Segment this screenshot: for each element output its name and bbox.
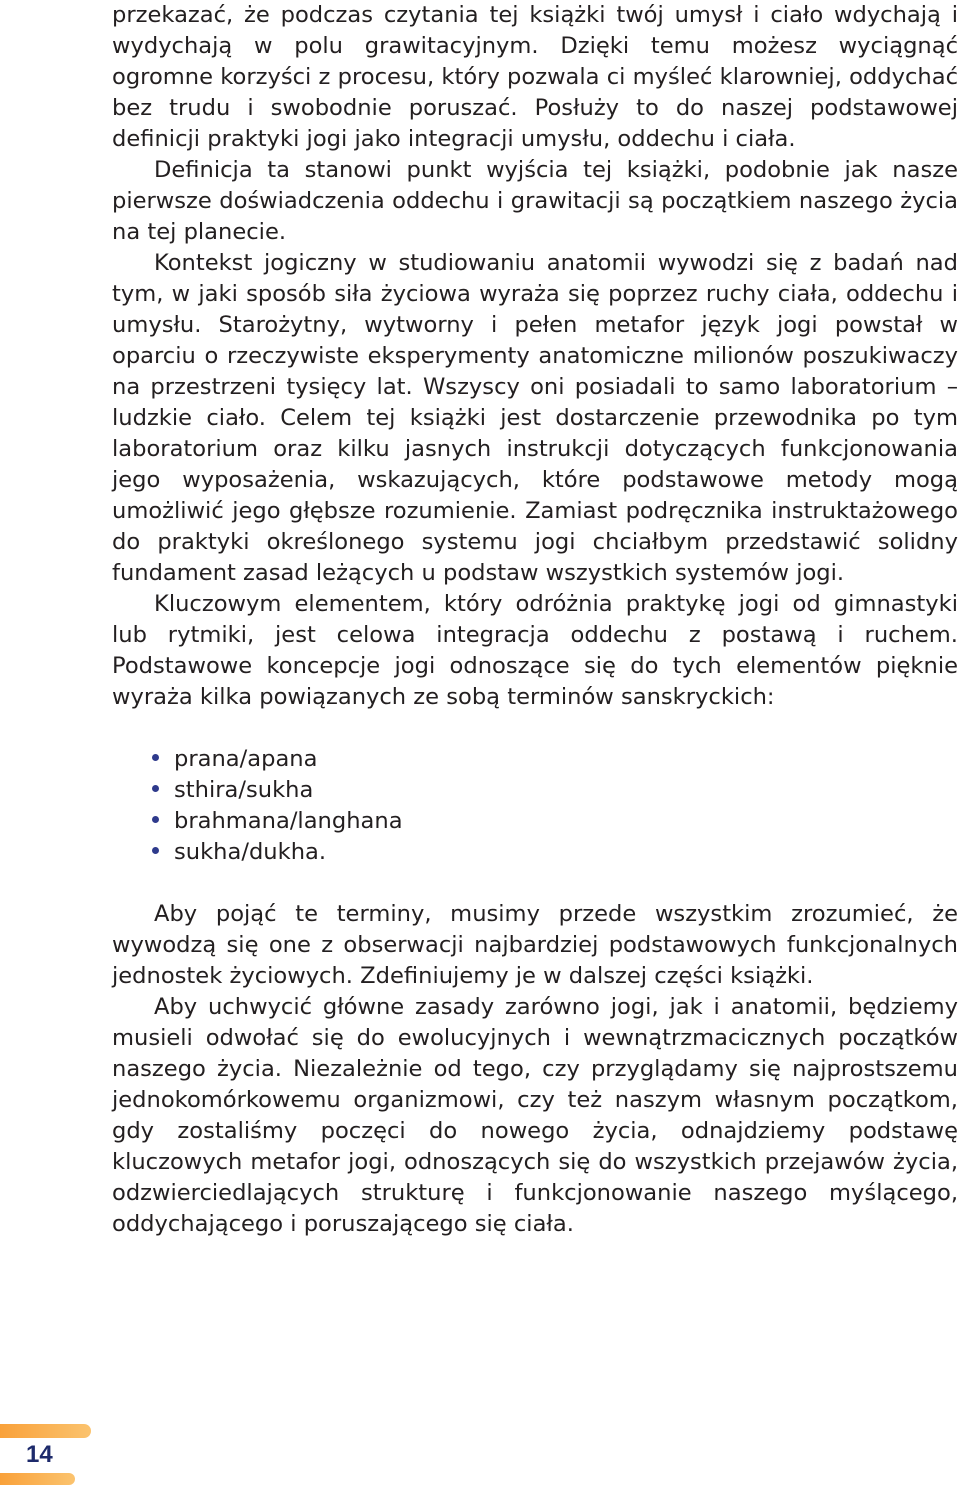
page-number: 14 — [26, 1441, 53, 1468]
paragraph-key-element: Kluczowym elementem, który odróżnia praktykę jogi od gimnastyki lub rytmiki, jest celowa integracja oddechu z postawą i ruchem. Podstawowe koncepcje jogi odnoszące się do tych elementów pięknie wyraża kilka powiązanych ze sobą terminów sanskryckich: — [112, 591, 958, 710]
list-item — [152, 744, 958, 775]
term-label: prana/apana — [174, 746, 318, 772]
bullet-icon — [152, 847, 159, 854]
body-text-column — [112, 0, 958, 1240]
bullet-icon — [152, 785, 159, 792]
list-item — [152, 775, 958, 806]
paragraph-continuation: przekazać, że podczas czytania tej książki twój umysł i ciało wdychają i wydychają w polu grawitacyjnym. Dzięki temu możesz wyciągnąć ogromne korzyści z procesu, który pozwala ci myśleć klarowniej, oddychać bez trudu i swobodnie poruszać. Posłuży to do naszej podstawowej definicji praktyki jogi jako integracji umysłu, oddechu i ciała. — [112, 2, 958, 152]
term-label: sthira/sukha — [174, 777, 314, 803]
bullet-icon — [152, 816, 159, 823]
paragraph-definition: Definicja ta stanowi punkt wyjścia tej książki, podobnie jak nasze pierwsze doświadczenia oddechu i grawitacji są początkiem naszego życia na tej planecie. — [112, 157, 958, 245]
list-item — [152, 806, 958, 837]
paragraph-context: Kontekst jogiczny w studiowaniu anatomii wywodzi się z badań nad tym, w jaki sposób siła życiowa wyraża się poprzez ruchy ciała, oddechu i umysłu. Starożytny, wytworny i pełen metafor język jogi powstał w oparciu o rzeczywiste eksperymenty anatomiczne milionów poszukiwaczy na przestrzeni tysięcy lat. Wszyscy oni posiadali to samo laboratorium – ludzkie ciało. Celem tej książki jest dostarczenie przewodnika po tym laboratorium oraz kilku jasnych instrukcji dotyczących funkcjonowania jego wyposażenia, wskazujących, które podstawowe metody mogą umożliwić jego głębsze rozumienie. Zamiast podręcznika instruktażowego do praktyki określonego systemu jogi chciałbym przedstawić solidny fundament zasad leżących u podstaw wszystkich systemów jogi. — [112, 250, 958, 586]
term-label: sukha/dukha. — [174, 839, 327, 865]
paragraph-evolution: Aby uchwycić główne zasady zarówno jogi, jak i anatomii, będziemy musieli odwołać się do ewolucyjnych i wewnątrzmacicznych początków naszego życia. Niezależnie od tego, czy przyglądamy się najprostszemu jednokomórkowemu organizmowi, czy też naszym własnym początkom, gdy zostaliśmy poczęci do nowego życia, odnajdziemy podstawę kluczowych metafor jogi, odnoszących się do wszystkich przejawów życia, odzwierciedlających strukturę i funkcjonowanie naszego myślącego, oddychającego i poruszającego się ciała. — [112, 994, 958, 1237]
footer-accent-bar-top — [0, 1424, 91, 1438]
footer-accent-bar-bottom — [0, 1473, 75, 1485]
sanskrit-terms-list — [152, 744, 958, 868]
paragraph-terms-origin: Aby pojąć te terminy, musimy przede wszystkim zrozumieć, że wywodzą się one z obserwacji najbardziej podstawowych funkcjonalnych jednostek życiowych. Zdefiniujemy je w dalszej części książki. — [112, 901, 958, 989]
list-item — [152, 837, 958, 868]
bullet-icon — [152, 754, 159, 761]
term-label: brahmana/langhana — [174, 808, 403, 834]
